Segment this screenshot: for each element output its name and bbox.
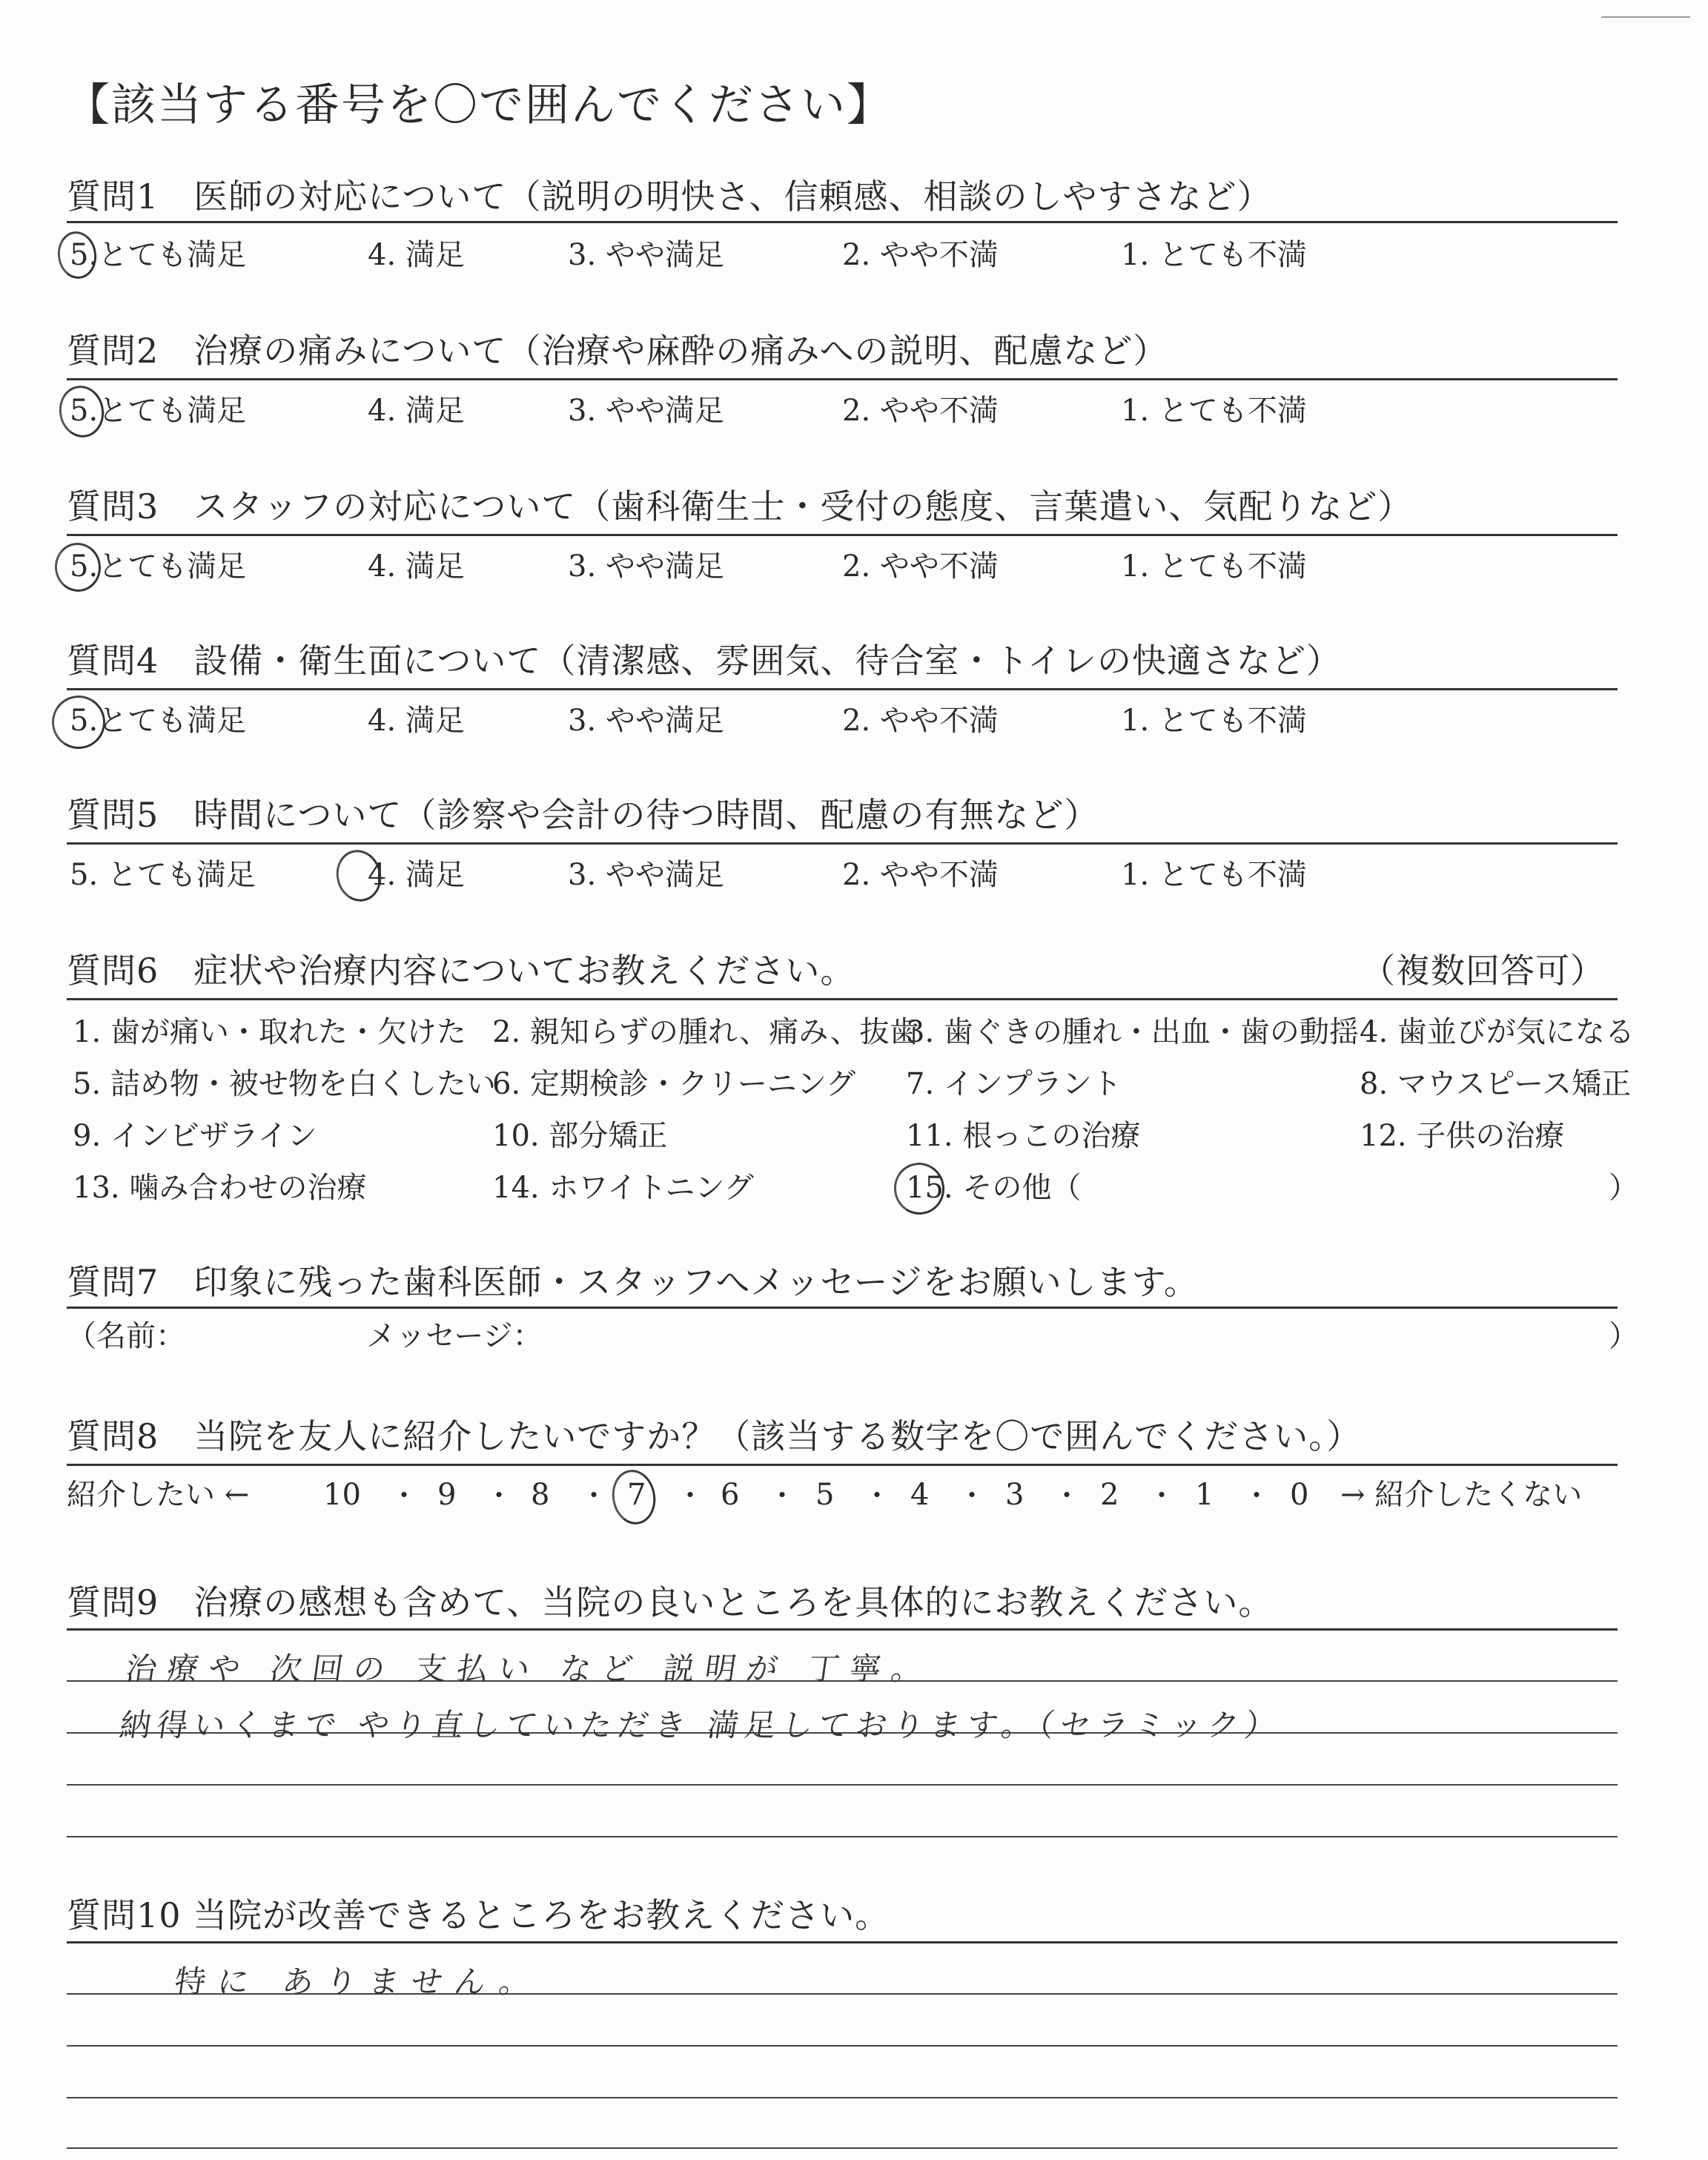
q6-note: （複数回答可） (1361, 951, 1605, 991)
q10-label: 質問10 当院が改善できるところをお教えください。 (67, 1895, 890, 1935)
q6-item-1[interactable]: 1. 歯が痛い・取れた・欠けた (73, 1015, 466, 1049)
q4-option-1[interactable]: 1. とても不満 (1121, 704, 1307, 738)
q8-label: 質問8 当院を友人に紹介したいですか？（該当する数字を〇で囲んでください。） (67, 1416, 1362, 1456)
q5-option-4[interactable]: 4. 満足 (368, 858, 465, 892)
q6-item-9[interactable]: 9. インビザライン (73, 1119, 317, 1153)
q6-item-7[interactable]: 7. インプラント (906, 1067, 1122, 1101)
q8-separator: ・ (485, 1479, 514, 1512)
q8-separator: ・ (390, 1479, 419, 1512)
q3-rule (67, 534, 1618, 536)
q8-value-5[interactable]: 5 (815, 1478, 835, 1512)
q8-rule (67, 1464, 1618, 1466)
q8-value-0[interactable]: 0 (1290, 1478, 1309, 1512)
q5-label: 質問5 時間について（診察や会計の待つ時間、配慮の有無など） (67, 795, 1099, 835)
q6-item-15[interactable]: 15. その他（ (906, 1171, 1082, 1205)
q4-option-3[interactable]: 3. やや満足 (568, 704, 724, 738)
q8-value-8[interactable]: 8 (531, 1478, 550, 1512)
q2-option-1[interactable]: 1. とても不満 (1121, 394, 1307, 428)
q6-item-10[interactable]: 10. 部分矯正 (492, 1119, 668, 1153)
q4-option-4[interactable]: 4. 満足 (368, 704, 465, 738)
page-title: 【該当する番号を〇で囲んでください】 (65, 79, 893, 131)
q8-separator: ・ (676, 1479, 705, 1512)
q5-selected-circle (331, 845, 386, 906)
q4-selected-circle (47, 690, 110, 753)
q3-selected-circle (53, 541, 104, 594)
q7-name-label: （名前： (67, 1319, 185, 1353)
q8-selected-circle (608, 1467, 660, 1528)
q3-option-3[interactable]: 3. やや満足 (568, 549, 724, 584)
q7-close: ） (1609, 1319, 1638, 1353)
q8-value-2[interactable]: 2 (1100, 1478, 1119, 1512)
q7-label: 質問7 印象に残った歯科医師・スタッフへメッセージをお願いします。 (67, 1262, 1199, 1302)
q8-separator: ・ (580, 1479, 609, 1512)
q8-left-label: 紹介したい ← (67, 1478, 250, 1512)
q1-rule (67, 221, 1618, 223)
q3-option-5[interactable]: 5.とても満足 (70, 549, 247, 584)
q8-separator: ・ (1053, 1479, 1082, 1512)
q9-rule-4 (67, 1784, 1618, 1786)
q4-option-2[interactable]: 2. やや不満 (842, 704, 999, 738)
q6-item-15-close: ） (1609, 1171, 1638, 1205)
q3-option-1[interactable]: 1. とても不満 (1121, 549, 1307, 584)
q8-separator: ・ (863, 1479, 892, 1512)
q8-value-7[interactable]: 7 (627, 1478, 646, 1512)
q5-rule (67, 842, 1618, 845)
q7-rule (67, 1307, 1618, 1309)
q4-option-5[interactable]: 5.とても満足 (70, 704, 247, 738)
q10-rule-1 (67, 1941, 1618, 1943)
q2-option-5[interactable]: 5.とても満足 (70, 394, 247, 428)
q7-message-label: メッセージ： (366, 1319, 543, 1353)
q9-rule-1 (67, 1628, 1618, 1631)
q8-separator: ・ (768, 1479, 797, 1512)
scan-edge (1601, 16, 1690, 18)
q8-value-6[interactable]: 6 (721, 1478, 740, 1512)
q6-item-6[interactable]: 6. 定期検診・クリーニング (492, 1067, 856, 1101)
q1-option-5[interactable]: 5.とても満足 (70, 238, 247, 272)
q8-value-4[interactable]: 4 (910, 1478, 930, 1512)
q6-item-3[interactable]: 3. 歯ぐきの腫れ・出血・歯の動揺 (906, 1015, 1359, 1049)
q2-rule (67, 378, 1618, 380)
q6-item-12[interactable]: 12. 子供の治療 (1360, 1119, 1565, 1153)
q8-separator: ・ (1242, 1479, 1271, 1512)
q1-option-2[interactable]: 2. やや不満 (842, 238, 999, 272)
q5-option-2[interactable]: 2. やや不満 (842, 858, 999, 892)
q9-label: 質問9 治療の感想も含めて、当院の良いところを具体的にお教えください。 (67, 1582, 1274, 1622)
q10-rule-5 (67, 2147, 1618, 2149)
q6-item-2[interactable]: 2. 親知らずの腫れ、痛み、抜歯 (492, 1015, 919, 1049)
q8-separator: ・ (1148, 1479, 1176, 1512)
q6-item-4[interactable]: 4. 歯並びが気になる (1360, 1015, 1635, 1049)
q4-label: 質問4 設備・衛生面について（清潔感、雰囲気、待合室・トイレの快適さなど） (67, 641, 1342, 681)
q8-separator: ・ (958, 1479, 987, 1512)
q3-option-4[interactable]: 4. 満足 (368, 549, 465, 584)
q6-item-8[interactable]: 8. マウスピース矯正 (1360, 1067, 1632, 1101)
q6-label: 質問6 症状や治療内容についてお教えください。 (67, 951, 855, 991)
q9-answer-line-1: 治療や 次回の 支払い など 説明が 丁寧。 (123, 1651, 936, 1687)
q4-rule (67, 688, 1618, 690)
q3-label: 質問3 スタッフの対応について（歯科衛生士・受付の態度、言葉遣い、気配りなど） (67, 486, 1413, 526)
q6-item-11[interactable]: 11. 根っこの治療 (906, 1119, 1141, 1153)
q8-value-10[interactable]: 10 (323, 1478, 361, 1512)
q1-option-4[interactable]: 4. 満足 (368, 238, 465, 272)
q8-value-1[interactable]: 1 (1195, 1478, 1214, 1512)
q8-right-label: → 紹介したくない (1340, 1478, 1583, 1512)
q6-item-5[interactable]: 5. 詰め物・被せ物を白くしたい (73, 1067, 496, 1101)
q10-answer-line-1: 特に ありません。 (172, 1964, 545, 2000)
q2-option-2[interactable]: 2. やや不満 (842, 394, 999, 428)
q2-option-3[interactable]: 3. やや満足 (568, 394, 724, 428)
q5-option-5[interactable]: 5. とても満足 (70, 858, 256, 892)
q6-item-14[interactable]: 14. ホワイトニング (492, 1171, 754, 1205)
q1-selected-circle (55, 229, 99, 282)
q8-value-9[interactable]: 9 (437, 1478, 457, 1512)
q1-option-3[interactable]: 3. やや満足 (568, 238, 724, 272)
q8-value-3[interactable]: 3 (1005, 1478, 1025, 1512)
q1-option-1[interactable]: 1. とても不満 (1121, 238, 1307, 272)
q2-selected-circle (55, 382, 107, 440)
q5-option-3[interactable]: 3. やや満足 (568, 858, 724, 892)
q6-selected-circle (889, 1158, 949, 1220)
q2-option-4[interactable]: 4. 満足 (368, 394, 465, 428)
q10-rule-3 (67, 2045, 1618, 2047)
q3-option-2[interactable]: 2. やや不満 (842, 549, 999, 584)
q10-rule-4 (67, 2097, 1618, 2098)
q5-option-1[interactable]: 1. とても不満 (1121, 858, 1307, 892)
q6-item-13[interactable]: 13. 噛み合わせの治療 (73, 1171, 367, 1205)
q9-answer-line-2: 納得いくまで やり直していただき 満足しております。（セラミック） (117, 1707, 1285, 1743)
q2-label: 質問2 治療の痛みについて（治療や麻酔の痛みへの説明、配慮など） (67, 331, 1168, 371)
q6-rule (67, 998, 1618, 1000)
q1-label: 質問1 医師の対応について（説明の明快さ、信頼感、相談のしやすさなど） (67, 176, 1272, 217)
q9-rule-5 (67, 1836, 1618, 1837)
